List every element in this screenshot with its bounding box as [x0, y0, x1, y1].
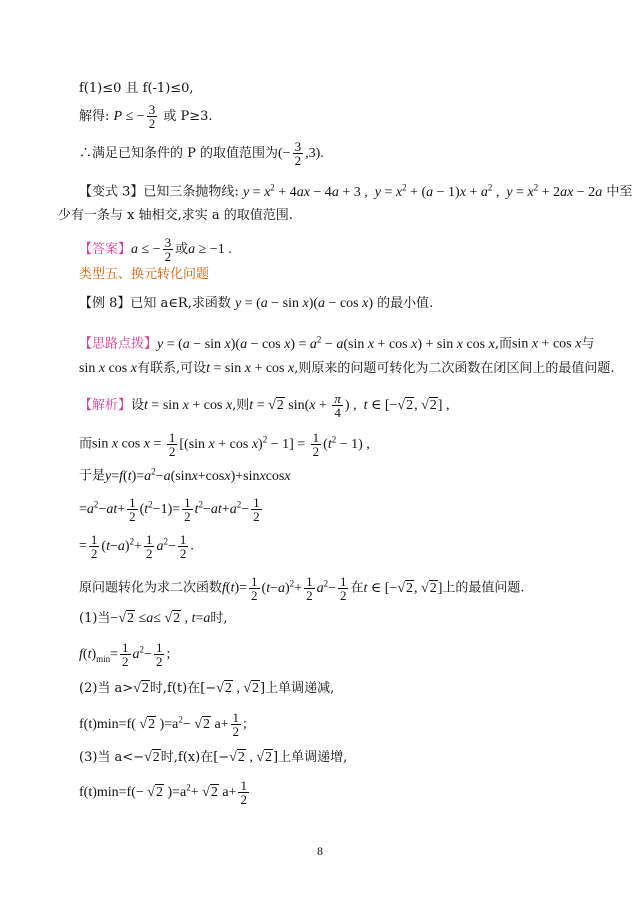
math: a ≤ −: [131, 242, 161, 257]
text: 或: [175, 242, 189, 257]
math: t = sin x + cos x: [144, 398, 233, 413]
math: (−: [278, 146, 291, 161]
fraction: $\frac{1}{2}$: [145, 531, 153, 561]
fraction: $\frac{1}{2}$: [232, 709, 240, 739]
math: $(t^2 - 1)$ ,: [323, 434, 370, 452]
math: $(t^2-1)=$: [139, 499, 181, 517]
fraction: $\frac{3}{2}$: [164, 235, 172, 264]
text: 而: [79, 436, 93, 452]
fraction: $\frac{1}{2}$: [240, 777, 247, 807]
section-heading: [79, 266, 209, 284]
math: sin x cos x =: [92, 436, 165, 452]
text: ∴满足已知条件的 P 的取值范围为: [79, 146, 279, 161]
fraction: $\frac{1}{2}$: [306, 573, 313, 603]
text: 中至: [606, 184, 633, 200]
math: t ∈ [−√2, √2]: [363, 580, 443, 596]
fraction: $\frac{1}{2}$: [184, 494, 191, 524]
math-line: [79, 532, 194, 560]
fraction: $\frac{3}{2}$: [148, 102, 156, 131]
fraction: $\frac{3}{2}$: [294, 139, 302, 168]
math: ≤ −: [122, 109, 145, 124]
text: ]上单调递增,: [273, 750, 348, 765]
text-line: [79, 80, 194, 98]
text: 少有一条与 x 轴相交,求实 a 的取值范围.: [58, 208, 293, 223]
text: 的最小值.: [377, 296, 434, 311]
text-line: [79, 330, 594, 354]
math: $a^2-$: [316, 578, 336, 596]
text-line: [79, 295, 433, 313]
answer-label: 【答案】: [79, 242, 132, 257]
math: =: [79, 538, 87, 554]
page-number: 8: [317, 844, 323, 858]
math: ,: [232, 681, 244, 696]
fraction: $\frac{1}{2}$: [339, 573, 347, 603]
text: 【变式 3】已知三条抛物线:: [79, 184, 239, 200]
math: $(t-a)^2+$: [101, 536, 142, 554]
math: √2: [133, 681, 149, 696]
math: $f(t)_{min}=$: [79, 646, 119, 664]
math: $a^2-$: [132, 644, 152, 662]
math: √2: [243, 681, 260, 696]
math: $t^2-at+a^2-$: [194, 499, 250, 517]
math: t = √2 sin(x +: [249, 398, 331, 413]
math: ;: [166, 646, 171, 662]
text-line: [79, 392, 449, 419]
math: a ≥ −1 .: [188, 242, 232, 257]
math: f(t)min=f( √2 )$=a^2- √2$ a+: [79, 714, 229, 732]
text-line: [58, 207, 293, 225]
math: −√2 ≤a≤ √2 , t=a: [110, 611, 211, 626]
text: 设: [131, 398, 145, 413]
math: $=a^2-at+$: [79, 499, 126, 517]
math: $a^2-$: [156, 536, 176, 554]
math: $y = (a - \sin x)(a - \cos x) = a^2 - a(\sin$ x + cos x) + sin x cos x: [157, 334, 495, 352]
math: .: [190, 538, 194, 554]
text-line: [79, 140, 324, 167]
math: y = (a − sin x)(a − cos x): [234, 296, 373, 311]
text: ]上单调递减,: [260, 681, 335, 696]
text: (1)当: [79, 611, 111, 626]
math: [(sin x + cos x)$^2$ − 1] =: [179, 434, 309, 452]
text-line: [79, 178, 632, 202]
fraction: $\frac{1}{2}$: [90, 531, 98, 561]
text: (3)当 a<−: [79, 750, 145, 765]
fraction: $\frac{1}{2}$: [179, 531, 187, 561]
math: ) , t ∈ [−√2, √2] ,: [344, 398, 450, 413]
fraction: $\frac{1}{2}$: [129, 494, 136, 524]
text: 有联系,可设: [136, 361, 207, 376]
math: P: [113, 109, 123, 124]
math: f(t)min=f(− √2 )$=a^2+ √2$ a+: [79, 782, 237, 800]
text: ,则原来的问题可转化为二次函数在闭区间上的最值问题.: [294, 361, 615, 376]
text-line: [79, 680, 334, 698]
text-line: [79, 430, 370, 458]
math-line: [79, 495, 264, 523]
text: 【例 8】已知 a∈R,求函数: [79, 296, 231, 311]
text: 在: [350, 580, 364, 596]
math-line: [79, 640, 170, 668]
text-line: [79, 574, 525, 602]
math: f(t)=: [222, 580, 248, 596]
text: ,而: [494, 336, 512, 352]
fraction: $\frac{\pi}{4}$: [334, 391, 341, 420]
text-line: [79, 749, 347, 767]
fraction: $\frac{1}{2}$: [253, 494, 260, 524]
text-line: [79, 103, 213, 130]
text: 上的最值问题.: [442, 580, 525, 596]
text: 于是: [79, 468, 106, 484]
text: 解得:: [79, 109, 110, 124]
math: ;: [243, 716, 247, 732]
math: √2: [256, 750, 273, 765]
math: sin x + cos x: [511, 336, 582, 352]
heading-text: 类型五、换元转化问题: [79, 267, 210, 282]
fraction: $\frac{1}{2}$: [251, 573, 258, 603]
math: √2: [144, 750, 160, 765]
fraction: $\frac{1}{2}$: [155, 639, 163, 669]
hint-label: 【思路点拨】: [79, 336, 158, 352]
text: 时,f(x)在[−: [160, 750, 230, 765]
math: ,: [245, 750, 257, 765]
text: 时,f(t)在[−: [149, 681, 217, 696]
fraction: $\frac{1}{2}$: [312, 429, 320, 459]
math: $(t-a)^2+$: [261, 578, 303, 596]
text-line: [79, 360, 614, 378]
solution-label: 【解析】: [79, 398, 132, 413]
text: 与: [581, 336, 595, 352]
answer-line: [79, 236, 232, 263]
math: $y = x^2 + 4ax - 4a + 3$ , $y = x^2 + (a - 1)x + a^2$ , $y = x^2 + 2ax - 2a$: [242, 182, 603, 200]
fraction: $\frac{1}{2}$: [122, 639, 129, 669]
math: √2: [229, 750, 245, 765]
fraction: $\frac{1}{2}$: [168, 429, 176, 459]
text-line: [79, 462, 291, 486]
text: (2)当 a>: [79, 681, 134, 696]
math-line: [79, 778, 251, 806]
math: ,3).: [305, 146, 324, 161]
text: ,则: [232, 398, 250, 413]
math: sin x cos x: [79, 361, 137, 376]
math: √2: [216, 681, 232, 696]
math: t = sin x + cos x: [206, 361, 295, 376]
text: 原问题转化为求二次函数: [79, 580, 223, 596]
text: 时,: [210, 611, 228, 626]
math: $y=f(t)=a^2-a(\sin x+\cos x)+sinxcosx$: [105, 466, 291, 484]
text: f(1)≤0 且 f(-1)≤0,: [79, 81, 194, 96]
math-line: [79, 710, 247, 738]
text: 或 P≥3.: [163, 109, 213, 124]
text-line: [79, 610, 228, 628]
